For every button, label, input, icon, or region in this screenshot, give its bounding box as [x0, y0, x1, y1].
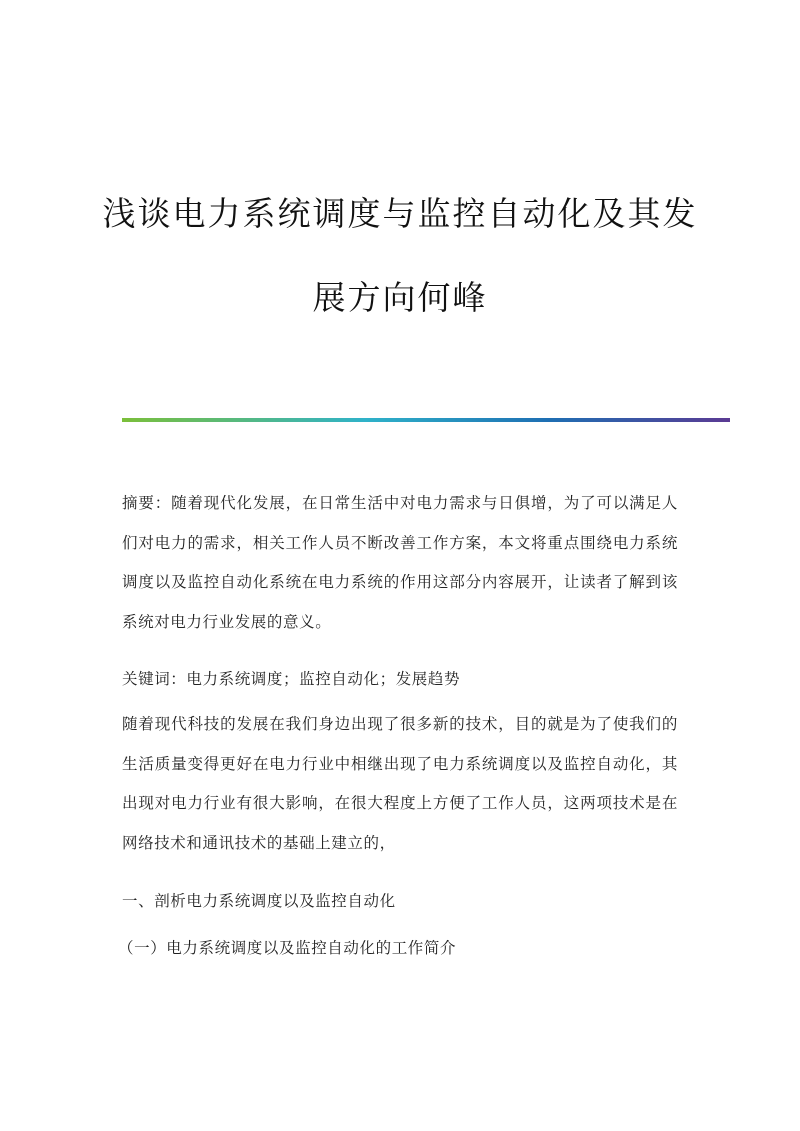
- keywords-line: 关键词：电力系统调度；监控自动化；发展趋势: [122, 670, 461, 688]
- title-line-2: 展方向何峰: [312, 278, 488, 317]
- title-line-1: 浅谈电力系统调度与监控自动化及其发: [102, 194, 698, 233]
- subsection-heading-1: （一）电力系统调度以及监控自动化的工作简介: [118, 939, 457, 957]
- section-heading-1: 一、剖析电力系统调度以及监控自动化: [122, 892, 396, 910]
- abstract-paragraph: 摘要：随着现代化发展，在日常生活中对电力需求与日俱增，为了可以满足人们对电力的需求，相关工作人员不断改善工作方案，本文将重点围绕电力系统调度以及监控自动化系统在电力系统的作用这部分内容展开，让读者了解到该系统对电力行业发展的意义。: [122, 494, 678, 631]
- title-divider: [122, 418, 730, 422]
- intro-paragraph: 随着现代科技的发展在我们身边出现了很多新的技术，目的就是为了使我们的生活质量变得更好在电力行业中相继出现了电力系统调度以及监控自动化，其出现对电力行业有很大影响，在很大程度上方便了工作人员，这两项技术是在网络技术和通讯技术的基础上建立的，: [122, 715, 678, 852]
